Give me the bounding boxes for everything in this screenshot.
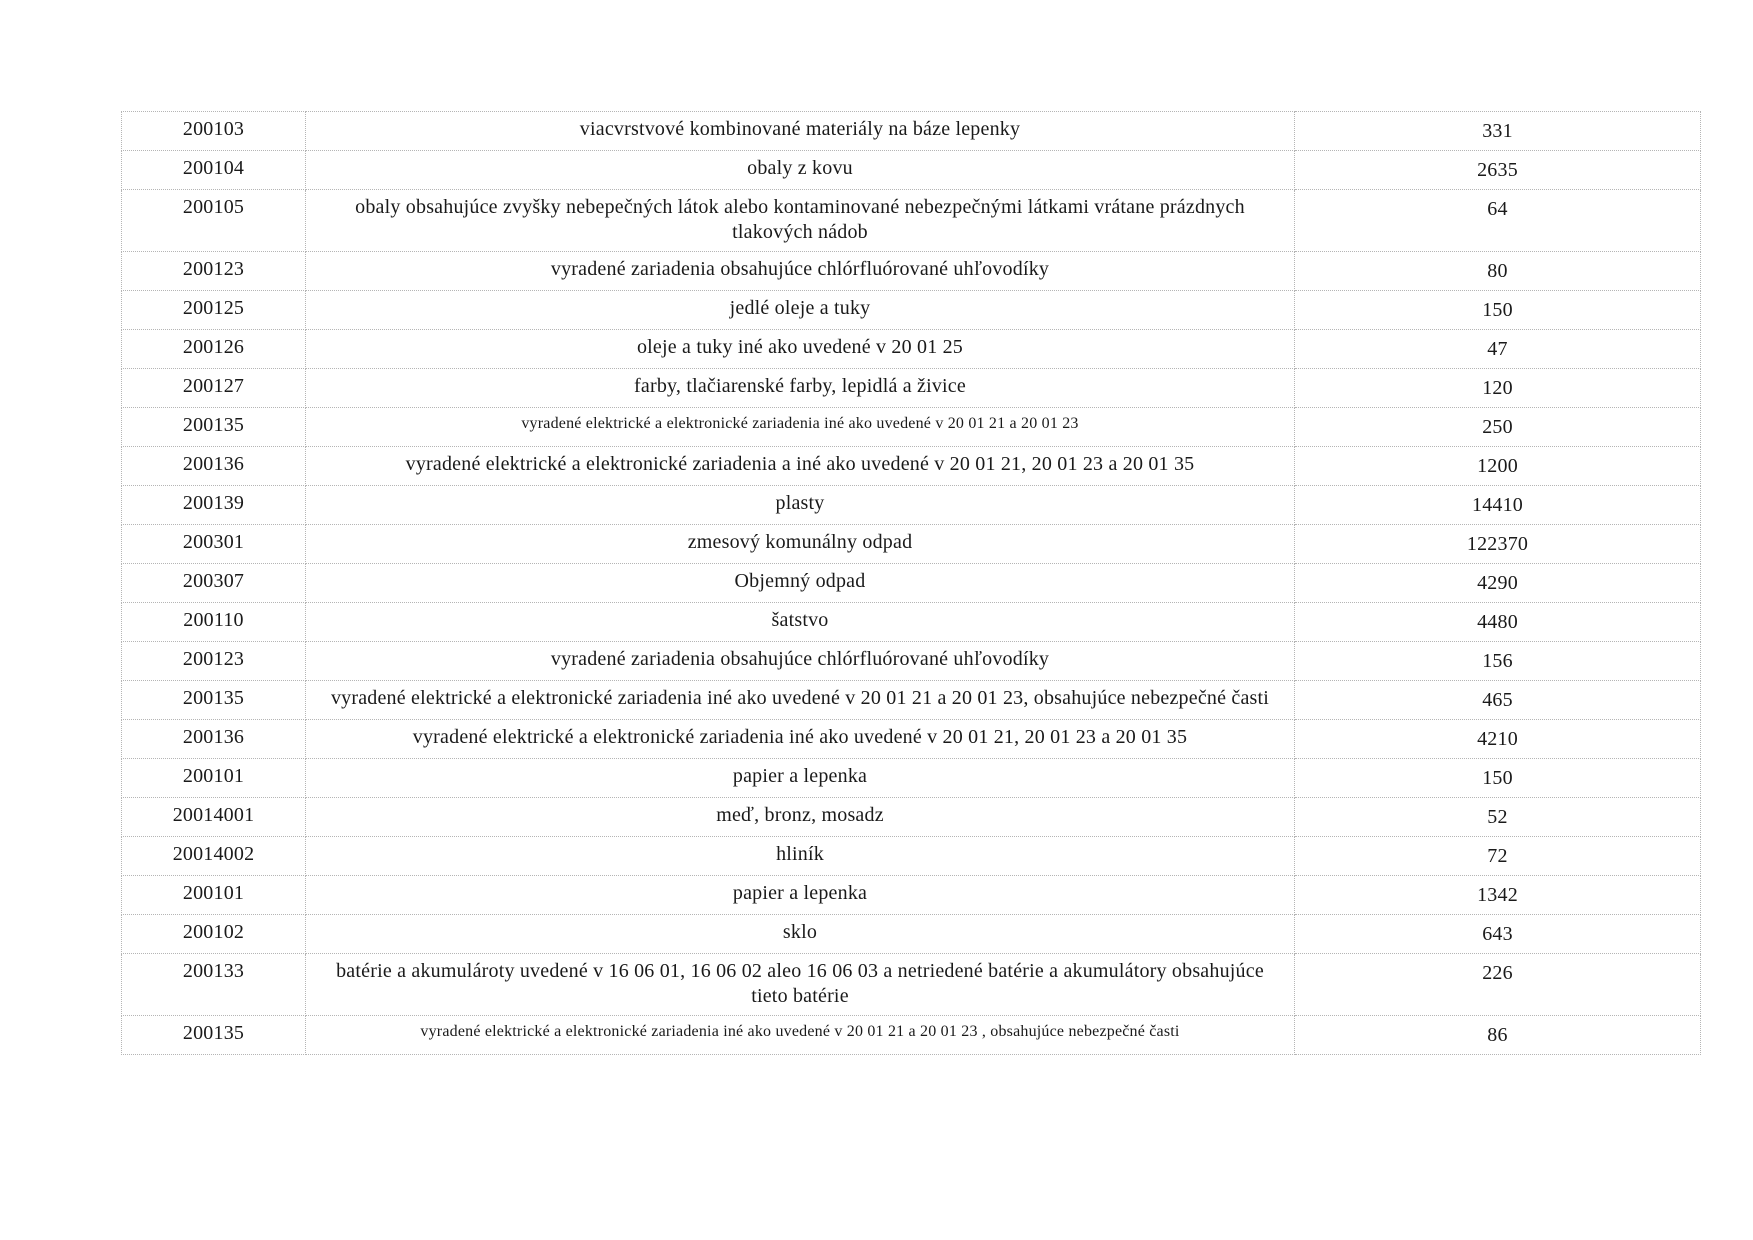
- table-row: [122, 369, 1701, 408]
- waste-name: šatstvo: [306, 603, 1295, 642]
- waste-code: 200101: [122, 876, 306, 915]
- waste-code: 200139: [122, 486, 306, 525]
- table-row: [122, 112, 1701, 151]
- waste-name: vyradené zariadenia obsahujúce chlórfluórované uhľovodíky: [306, 252, 1295, 291]
- waste-name: vyradené elektrické a elektronické zariadenia a iné ako uvedené v 20 01 21, 20 01 23 a 20 01 35: [306, 447, 1295, 486]
- table-row: [122, 837, 1701, 876]
- table-row: [122, 564, 1701, 603]
- waste-name: oleje a tuky iné ako uvedené v 20 01 25: [306, 330, 1295, 369]
- waste-code: 200135: [122, 681, 306, 720]
- waste-name: vyradené elektrické a elektronické zariadenia iné ako uvedené v 20 01 21 a 20 01 23, obsahujúce nebezpečné časti: [306, 681, 1295, 720]
- waste-name: Objemný odpad: [306, 564, 1295, 603]
- waste-quantity: 120: [1295, 369, 1701, 408]
- waste-code: 200125: [122, 291, 306, 330]
- waste-quantity: 86: [1295, 1016, 1701, 1055]
- table-row: [122, 1016, 1701, 1055]
- waste-code: 200123: [122, 252, 306, 291]
- waste-quantity: 52: [1295, 798, 1701, 837]
- waste-quantity: 150: [1295, 291, 1701, 330]
- waste-name: papier a lepenka: [306, 759, 1295, 798]
- waste-code: 200102: [122, 915, 306, 954]
- waste-code: 200105: [122, 190, 306, 252]
- waste-quantity: 80: [1295, 252, 1701, 291]
- waste-code: 200104: [122, 151, 306, 190]
- waste-name: jedlé oleje a tuky: [306, 291, 1295, 330]
- waste-code: 200136: [122, 447, 306, 486]
- table-row: [122, 408, 1701, 447]
- waste-name: farby, tlačiarenské farby, lepidlá a živice: [306, 369, 1295, 408]
- waste-name: batérie a akumulároty uvedené v 16 06 01, 16 06 02 aleo 16 06 03 a netriedené batérie a akumulátory obsahujúce tieto batérie: [306, 954, 1295, 1016]
- table-row: [122, 915, 1701, 954]
- waste-name: meď, bronz, mosadz: [306, 798, 1295, 837]
- waste-quantity: 226: [1295, 954, 1701, 1016]
- table-row: [122, 190, 1701, 252]
- waste-quantity: 1200: [1295, 447, 1701, 486]
- waste-code: 200135: [122, 408, 306, 447]
- table-row: [122, 681, 1701, 720]
- waste-quantity: 64: [1295, 190, 1701, 252]
- waste-code: 20014002: [122, 837, 306, 876]
- table-row: [122, 330, 1701, 369]
- waste-code: 200136: [122, 720, 306, 759]
- waste-code: 200110: [122, 603, 306, 642]
- waste-quantity: 150: [1295, 759, 1701, 798]
- table-row: [122, 291, 1701, 330]
- waste-name: obaly obsahujúce zvyšky nebepečných látok alebo kontaminované nebezpečnými látkami vrátane prázdnych tlakových nádob: [306, 190, 1295, 252]
- waste-code: 200135: [122, 1016, 306, 1055]
- waste-code: 20014001: [122, 798, 306, 837]
- waste-code: 200307: [122, 564, 306, 603]
- waste-quantity: 250: [1295, 408, 1701, 447]
- waste-name: hliník: [306, 837, 1295, 876]
- waste-name: obaly z kovu: [306, 151, 1295, 190]
- waste-quantity: 1342: [1295, 876, 1701, 915]
- waste-code: 200103: [122, 112, 306, 151]
- waste-quantity: 4210: [1295, 720, 1701, 759]
- table-row: [122, 525, 1701, 564]
- waste-code: 200301: [122, 525, 306, 564]
- waste-quantity: 4480: [1295, 603, 1701, 642]
- waste-quantity: 156: [1295, 642, 1701, 681]
- waste-name: vyradené zariadenia obsahujúce chlórfluórované uhľovodíky: [306, 642, 1295, 681]
- waste-name: vyradené elektrické a elektronické zariadenia iné ako uvedené v 20 01 21 a 20 01 23 , obsahujúce nebezpečné časti: [306, 1016, 1295, 1055]
- waste-name: vyradené elektrické a elektronické zariadenia iné ako uvedené v 20 01 21, 20 01 23 a 20 01 35: [306, 720, 1295, 759]
- waste-quantity: 465: [1295, 681, 1701, 720]
- waste-name: zmesový komunálny odpad: [306, 525, 1295, 564]
- waste-code: 200127: [122, 369, 306, 408]
- waste-quantity: 331: [1295, 112, 1701, 151]
- waste-quantity: 14410: [1295, 486, 1701, 525]
- table-row: [122, 447, 1701, 486]
- table-row: [122, 720, 1701, 759]
- table-row: [122, 954, 1701, 1016]
- table-row: [122, 759, 1701, 798]
- waste-code: 200133: [122, 954, 306, 1016]
- waste-quantity: 122370: [1295, 525, 1701, 564]
- table-row: [122, 486, 1701, 525]
- waste-code: 200101: [122, 759, 306, 798]
- table-row: [122, 252, 1701, 291]
- waste-quantity: 47: [1295, 330, 1701, 369]
- waste-quantity: 72: [1295, 837, 1701, 876]
- waste-code: 200126: [122, 330, 306, 369]
- waste-name: viacvrstvové kombinované materiály na báze lepenky: [306, 112, 1295, 151]
- waste-name: vyradené elektrické a elektronické zariadenia iné ako uvedené v 20 01 21 a 20 01 23: [306, 408, 1295, 447]
- waste-name: plasty: [306, 486, 1295, 525]
- table-row: [122, 876, 1701, 915]
- waste-quantity: 4290: [1295, 564, 1701, 603]
- waste-table: [121, 111, 1701, 1055]
- table-row: [122, 151, 1701, 190]
- table-row: [122, 642, 1701, 681]
- waste-name: sklo: [306, 915, 1295, 954]
- waste-code: 200123: [122, 642, 306, 681]
- waste-name: papier a lepenka: [306, 876, 1295, 915]
- waste-quantity: 643: [1295, 915, 1701, 954]
- waste-quantity: 2635: [1295, 151, 1701, 190]
- table-row: [122, 603, 1701, 642]
- table-row: [122, 798, 1701, 837]
